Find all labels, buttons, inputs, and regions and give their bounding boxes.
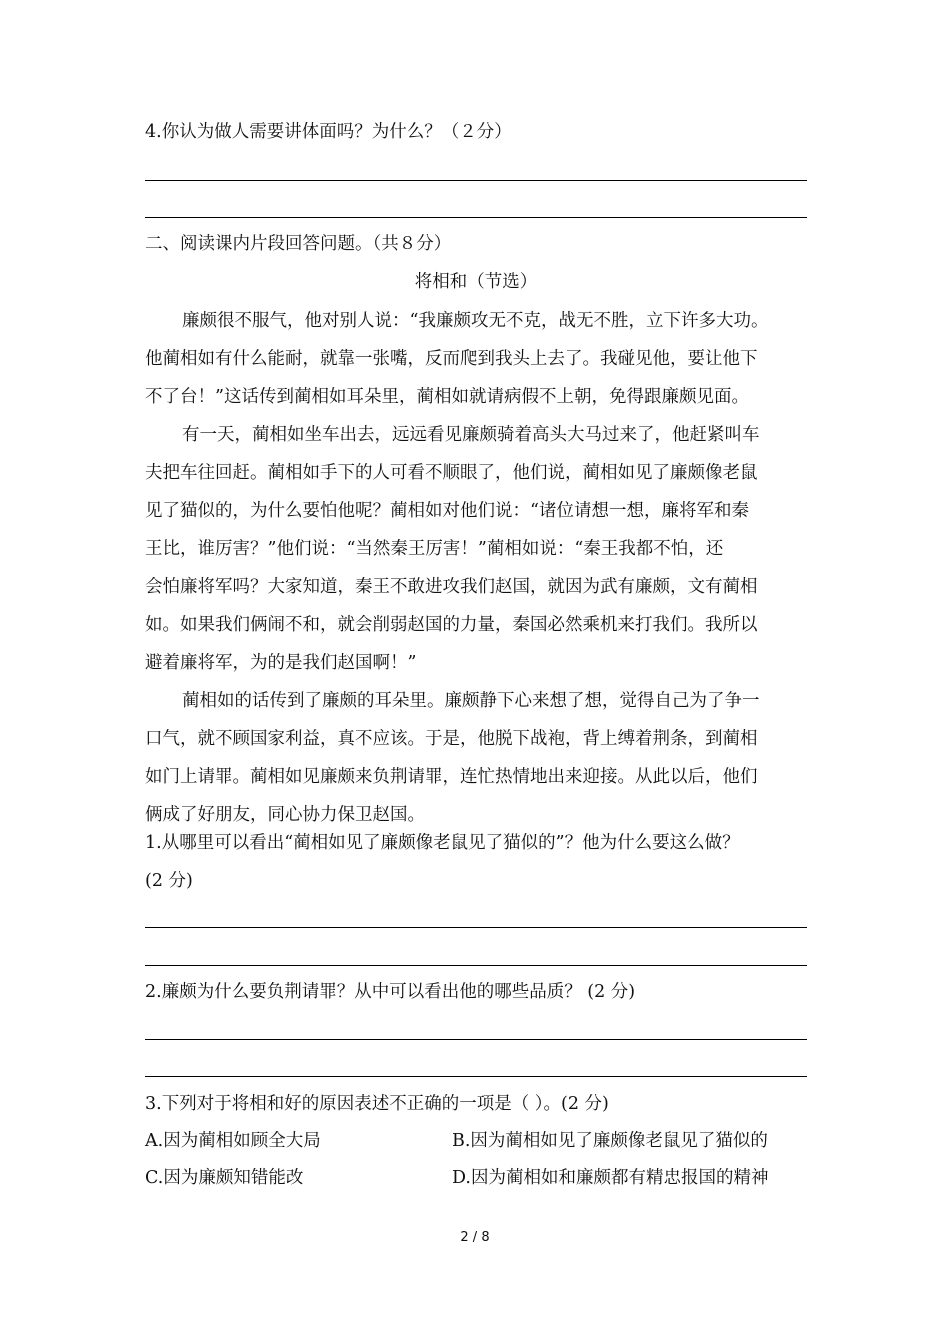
option-c[interactable]: C.因为廉颇知错能改 (145, 1168, 304, 1188)
paragraph-line: 避着廉将军，为的是我们赵国啊！” (145, 653, 417, 673)
paragraph-line: 王比，谁厉害？”他们说：“当然秦王厉害！”蔺相如说：“秦王我都不怕，还 (145, 539, 724, 559)
paragraph-line: 俩成了好朋友，同心协力保卫赵国。 (145, 805, 425, 825)
question-1: 1.从哪里可以看出“蔺相如见了廉颇像老鼠见了猫似的”？他为什么要这么做？ (145, 833, 740, 853)
paragraph-line: 如。如果我们俩闹不和，就会削弱赵国的力量，秦国必然乘机来打我们。我所以 (145, 615, 758, 635)
page-number: 2 / 8 (460, 1230, 490, 1245)
paragraph-line: 有一天，蔺相如坐车出去，远远看见廉颇骑着高头大马过来了，他赶紧叫车 (182, 425, 760, 445)
section-heading: 二、阅读课内片段回答问题。（共８分） (145, 234, 452, 254)
passage-paragraph-2 (145, 416, 807, 682)
paragraph-line: 如门上请罪。蔺相如见廉颇来负荆请罪，连忙热情地出来迎接。从此以后，他们 (145, 767, 758, 787)
paragraph-line: 不了台！”这话传到蔺相如耳朵里，蔺相如就请病假不上朝，免得跟廉颇见面。 (145, 387, 749, 407)
answer-line[interactable] (145, 1076, 807, 1077)
answer-line[interactable] (145, 1039, 807, 1040)
option-d[interactable]: D.因为蔺相如和廉颇都有精忠报国的精神 (452, 1168, 769, 1188)
paragraph-line: 他蔺相如有什么能耐，就靠一张嘴，反而爬到我头上去了。我碰见他，要让他下 (145, 349, 758, 369)
answer-line[interactable] (145, 927, 807, 928)
passage-paragraph-1 (145, 302, 807, 416)
question-3: 3.下列对于将相和好的原因表述不正确的一项是（ ）。(2 分) (145, 1094, 609, 1114)
paragraph-line: 蔺相如的话传到了廉颇的耳朵里。廉颇静下心来想了想，觉得自己为了争一 (182, 691, 760, 711)
paragraph-line: 口气，就不顾国家利益，真不应该。于是，他脱下战袍，背上缚着荆条，到蔺相 (145, 729, 758, 749)
paragraph-line: 廉颇很不服气，他对别人说：“我廉颇攻无不克，战无不胜，立下许多大功。 (182, 311, 769, 331)
question-4: 4.你认为做人需要讲体面吗？为什么？（２分） (145, 122, 512, 142)
option-b[interactable]: B.因为蔺相如见了廉颇像老鼠见了猫似的 (452, 1131, 768, 1151)
paragraph-line: 见了猫似的，为什么要怕他呢？蔺相如对他们说：“诸位请想一想，廉将军和秦 (145, 501, 749, 521)
question-2: 2.廉颇为什么要负荆请罪？从中可以看出他的哪些品质？ (2 分) (145, 982, 636, 1002)
paragraph-line: 夫把车往回赶。蔺相如手下的人可看不顺眼了，他们说，蔺相如见了廉颇像老鼠 (145, 463, 758, 483)
paragraph-line: 会怕廉将军吗？大家知道，秦王不敢进攻我们赵国，就因为武有廉颇，文有蔺相 (145, 577, 758, 597)
answer-line[interactable] (145, 965, 807, 966)
answer-line[interactable] (145, 180, 807, 181)
answer-line[interactable] (145, 217, 807, 218)
passage-paragraph-3 (145, 682, 807, 834)
option-a[interactable]: A.因为蔺相如顾全大局 (145, 1131, 321, 1151)
passage-title: 将相和（节选） (414, 272, 538, 292)
question-1-score: (2 分) (145, 871, 193, 891)
